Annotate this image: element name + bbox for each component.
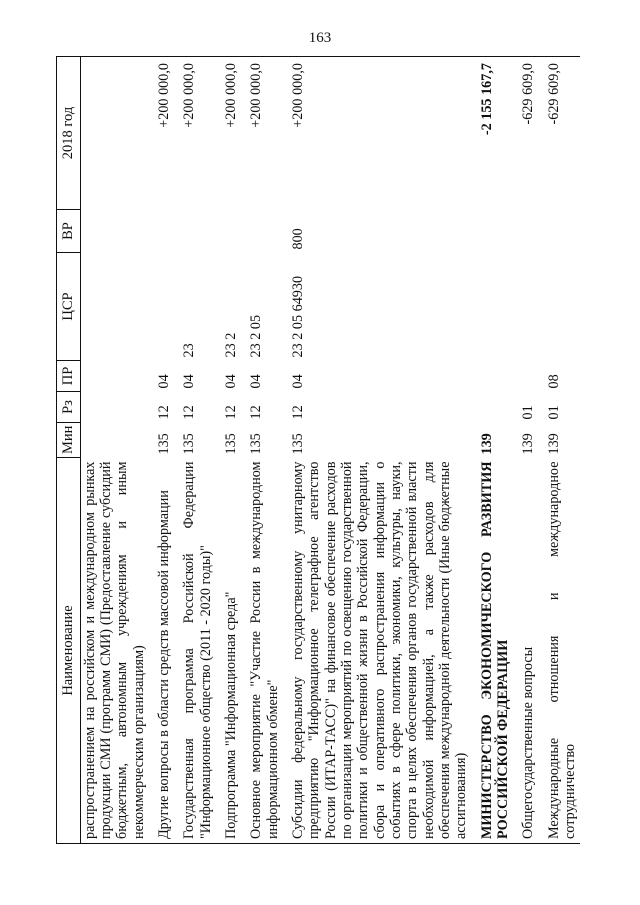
row-vr: [215, 210, 240, 253]
row-rz: 01: [520, 405, 537, 420]
row-value: -629 609,0: [512, 57, 537, 210]
row-name: Государственная программа Российской Федерации "Информационное общество (2011 - 2020 годы)": [173, 458, 215, 844]
row-pr: 08: [545, 374, 562, 389]
table-row: [173, 57, 215, 844]
budget-table: [56, 56, 580, 844]
row-name: Международные отношения и международное сотрудничество: [538, 458, 581, 844]
row-min: 135: [155, 433, 172, 455]
row-value: +200 000,0: [173, 57, 215, 210]
table-row: [282, 57, 471, 844]
row-min: 135: [181, 433, 198, 455]
row-name: распространением на российском и международном рынках продукции СМИ (программ СМИ) (Предоставление субсидий бюджетным, автономным учреждениям и иным некоммерческим организациям): [80, 458, 148, 844]
table-row: [148, 57, 173, 844]
row-rz: [471, 392, 513, 423]
row-value: -629 609,0: [538, 57, 581, 210]
row-min: 139: [520, 433, 537, 455]
row-vr: [240, 210, 282, 253]
row-csr: [148, 253, 173, 361]
row-vr: [173, 210, 215, 253]
row-min: 139: [545, 433, 562, 455]
table-row: [240, 57, 282, 844]
row-value: -2 155 167,7: [471, 57, 513, 210]
table-row: [512, 57, 537, 844]
header-csr: ЦСР: [57, 253, 81, 361]
row-value: +200 000,0: [240, 57, 282, 210]
table-row: [538, 57, 581, 844]
row-rz: 12: [222, 405, 239, 420]
row-vr: [538, 210, 581, 253]
row-rz: 12: [155, 405, 172, 420]
row-name: Подпрограмма "Информационная среда": [215, 458, 240, 844]
row-csr: [538, 253, 581, 361]
header-rz: Рз: [57, 392, 81, 423]
row-min: 139: [478, 433, 495, 455]
row-pr: [471, 361, 513, 392]
header-vr: ВР: [57, 210, 81, 253]
header-pr: ПР: [57, 361, 81, 392]
row-vr: [471, 210, 513, 253]
table-row: [215, 57, 240, 844]
row-value: +200 000,0: [148, 57, 173, 210]
row-rz: 12: [181, 405, 198, 420]
table-row: [471, 57, 513, 844]
table-row: [80, 57, 148, 844]
row-csr: 23: [181, 343, 198, 358]
row-name: Другие вопросы в области средств массовой информации: [148, 458, 173, 844]
row-vr: 800: [289, 228, 306, 250]
page-number: 163: [308, 30, 332, 46]
rotated-table-container: [56, 57, 584, 844]
row-min: [80, 423, 148, 458]
row-pr: 04: [222, 374, 239, 389]
row-csr: [80, 253, 148, 361]
row-name: МИНИСТЕРСТВО ЭКОНОМИЧЕСКОГО РАЗВИТИЯ РОССИЙСКОЙ ФЕДЕРАЦИИ: [471, 458, 513, 844]
row-vr: [512, 210, 537, 253]
row-csr: 23 2 05 64930: [289, 275, 306, 358]
row-vr: [148, 210, 173, 253]
row-rz: 01: [545, 405, 562, 420]
row-value: +200 000,0: [215, 57, 240, 210]
row-pr: 04: [155, 374, 172, 389]
table-header-row: [57, 57, 81, 844]
row-value: [80, 57, 148, 210]
row-csr: [512, 253, 537, 361]
rotated-table-area: [56, 57, 584, 844]
row-value: +200 000,0: [282, 57, 471, 210]
row-csr: [471, 253, 513, 361]
header-min: Мин: [57, 423, 81, 458]
row-csr: 23 2: [222, 332, 239, 358]
header-name: Наименование: [57, 458, 81, 844]
row-pr: 04: [181, 374, 198, 389]
row-csr: 23 2 05: [248, 314, 265, 358]
row-min: 135: [248, 433, 265, 455]
row-min: 135: [289, 433, 306, 455]
row-name: Общегосударственные вопросы: [512, 458, 537, 844]
header-year: 2018 год: [57, 57, 81, 210]
row-pr: [80, 361, 148, 392]
row-rz: 12: [248, 405, 265, 420]
row-rz: 12: [289, 405, 306, 420]
row-name: Основное мероприятие "Участие России в международном информационном обмене": [240, 458, 282, 844]
row-pr: 04: [289, 374, 306, 389]
row-min: 135: [222, 433, 239, 455]
row-name: Субсидии федеральному государственному унитарному предприятию "Информационное телеграфное агентство России (ИТАР-ТАСС)" на финансовое обеспечение расходов по организации мероприятий по освещению государственной политики и общественной жизни в Российской Федерации, сбора и оперативного распространения информации о событиях в сфере политики, экономики, культуры, науки, спорта в целях обеспечения органов государственной власти необходимой информацией, а также расходов для обеспечения международной деятельности (Иные бюджетные ассигнования): [282, 458, 471, 844]
row-pr: 04: [248, 374, 265, 389]
row-rz: [80, 392, 148, 423]
row-pr: [512, 361, 537, 392]
row-vr: [80, 210, 148, 253]
